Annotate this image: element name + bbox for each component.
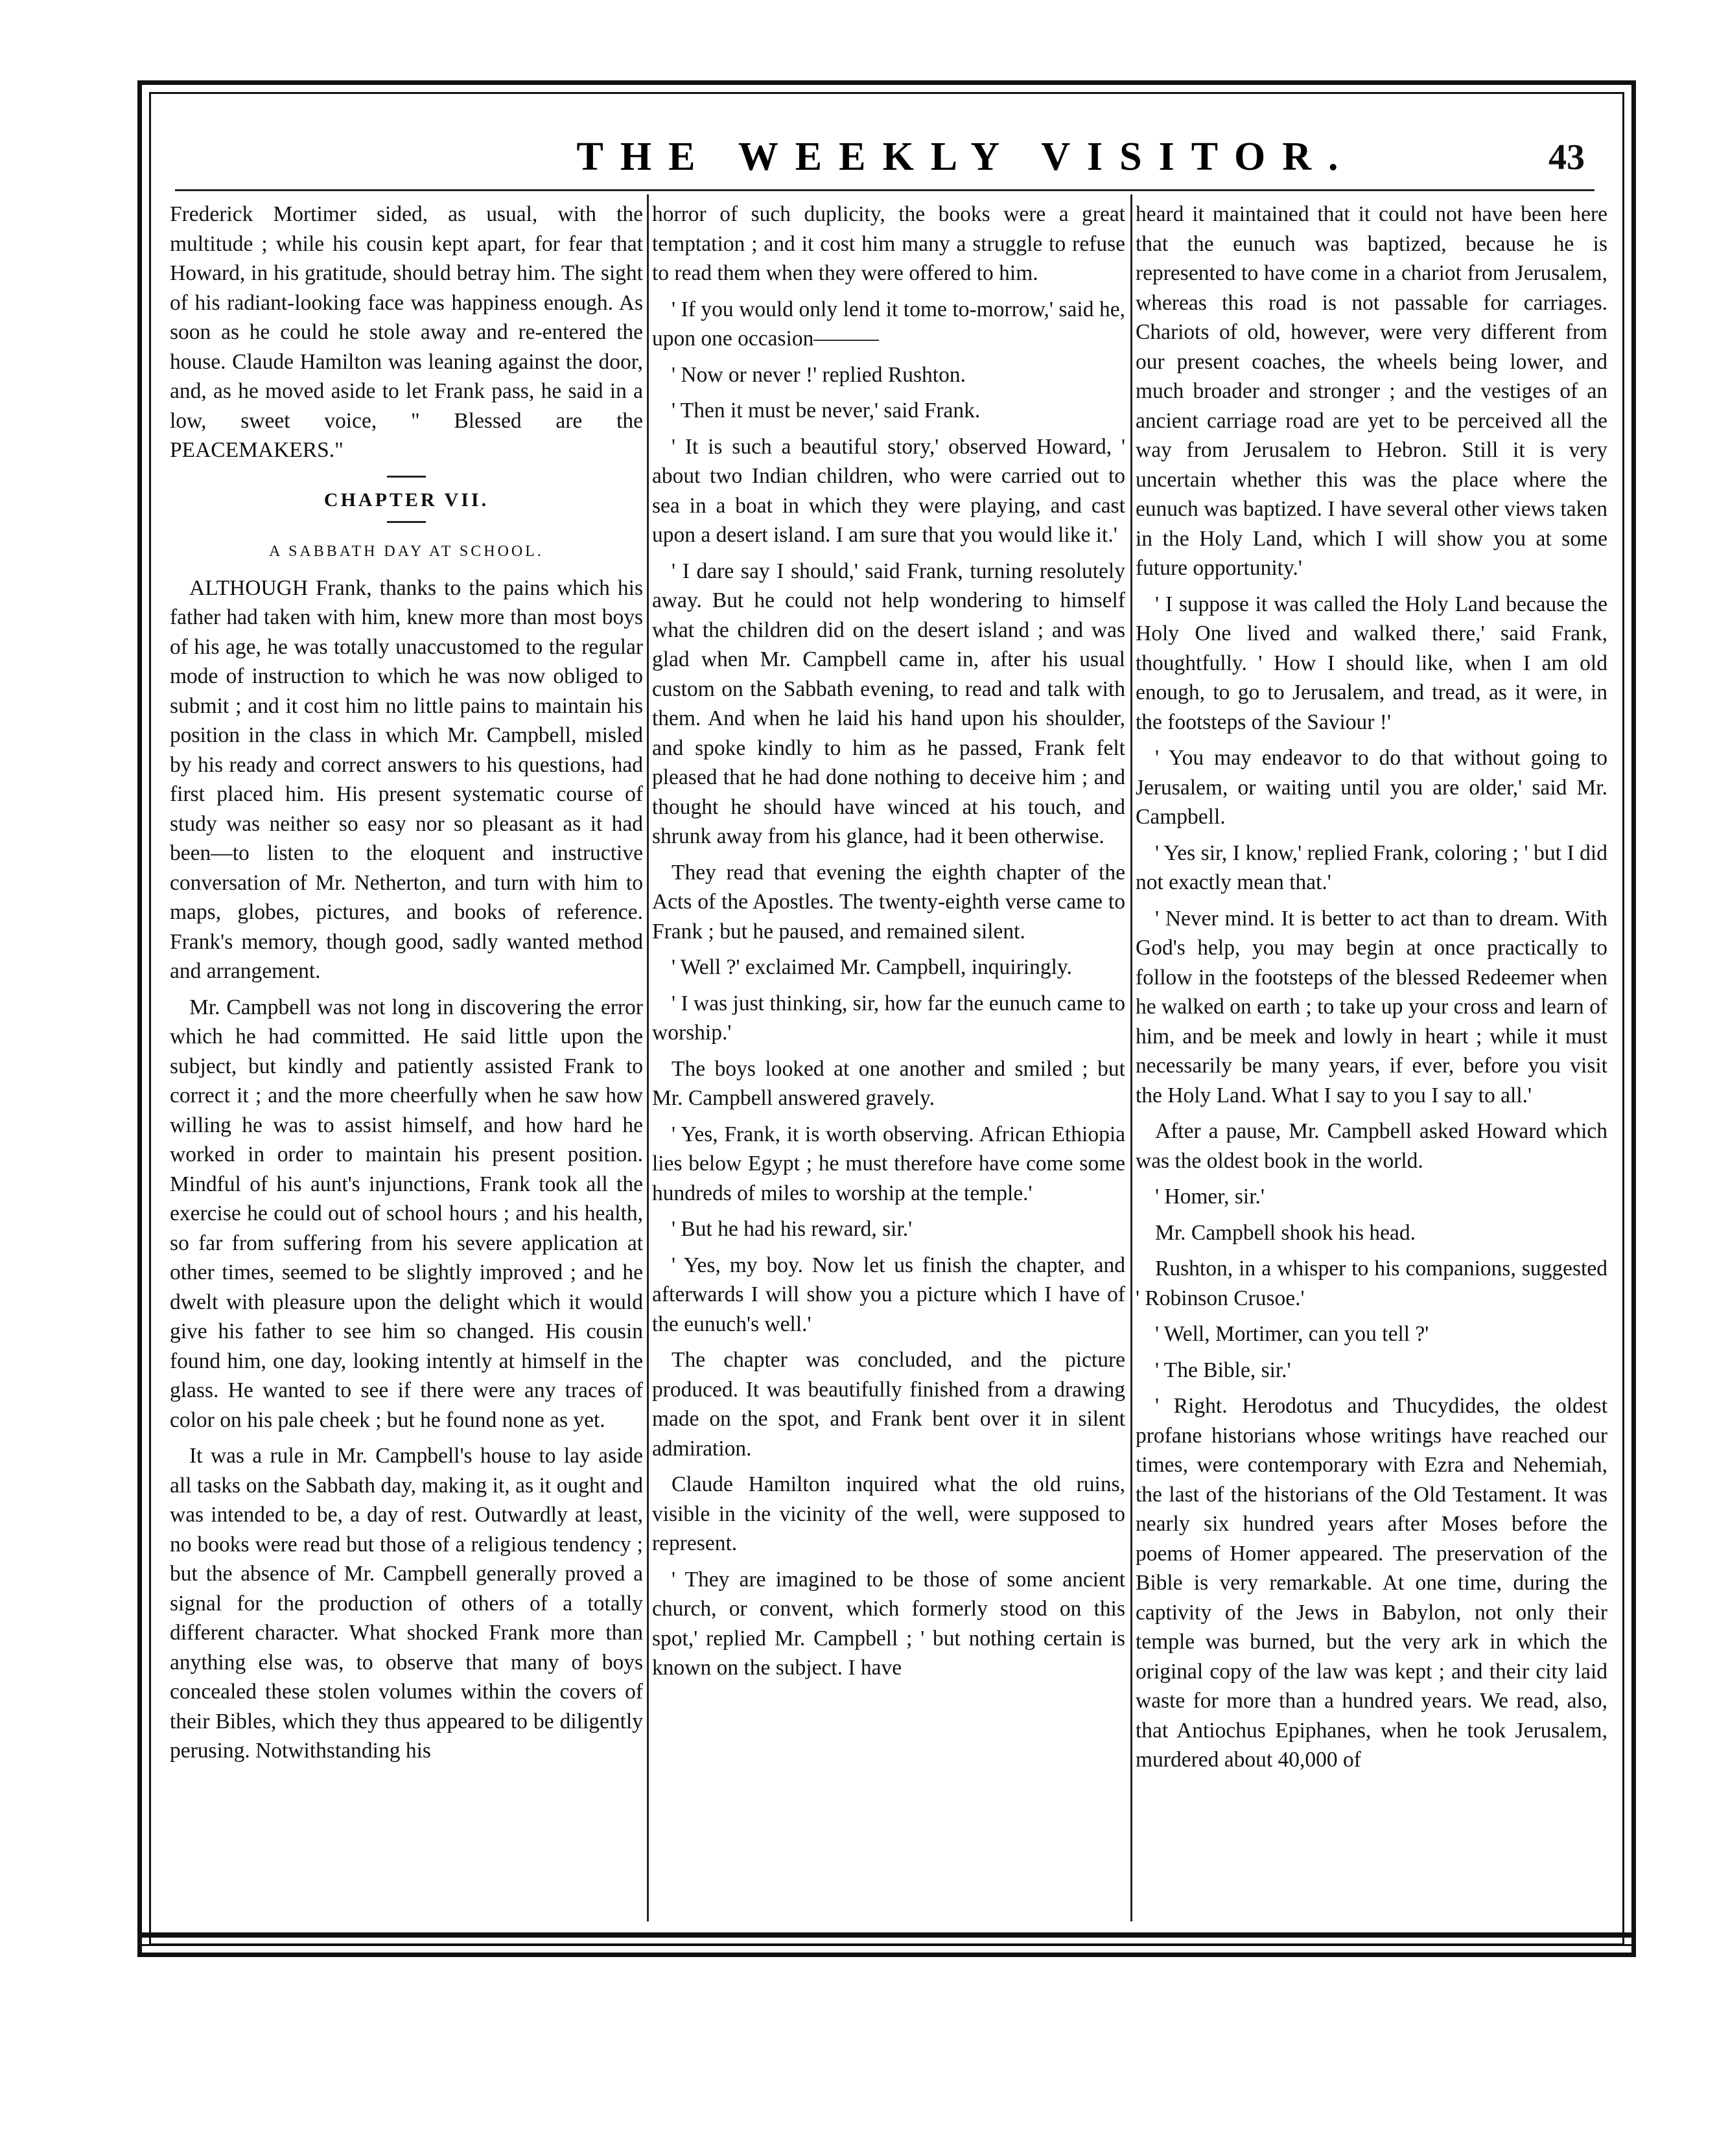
- paragraph: ' Yes sir, I know,' replied Frank, coloring ; ' but I did not exactly mean that.': [1136, 840, 1607, 894]
- paragraph: ' Never mind. It is better to act than to dream. With God's help, you may begin at once practically to follow in the footsteps of the blessed Redeemer when he walked on earth ; to take up your cross and learn of him, and be meek and lowly in heart ; while it must necessarily be many years, if ever, before you visit the Holy Land. What I say to you I say to all.': [1136, 906, 1607, 1107]
- paragraph: ' Homer, sir.': [1155, 1185, 1265, 1209]
- footer-rule: [137, 1932, 1636, 1938]
- paragraph: ' Right. Herodotus and Thucydides, the oldest profane historians whose writings have reached our times, were contemporary with Ezra and Nehemiah, the last of the historians of the Old Testament. It was nearly six hundred years after Moses before the poems of Homer appeared. The preservation of the Bible is very remarkable. At one time, during the captivity of the Jews in Babylon, not only their temple was burned, but the very ark in which the original copy of the law was kept ; and their city laid waste for more than a hundred years. We read, also, that Antiochus Epiphanes, when he took Jerusalem, murdered about 40,000 of: [1136, 1394, 1607, 1772]
- paragraph: ' You may endeavor to do that without going to Jerusalem, or waiting until you are older,' said Mr. Campbell.: [1136, 746, 1607, 829]
- paragraph: The chapter was concluded, and the picture produced. It was beautifully finished from a drawing made on the spot, and Frank bent over it in silent admiration.: [652, 1348, 1125, 1461]
- header-divider: [175, 189, 1594, 191]
- column-divider: [1130, 194, 1132, 1921]
- paragraph: Frederick Mortimer sided, as usual, with the multitude ; while his cousin kept apart, for fear that Howard, in his gratitude, should betray him. The sight of his radiant-looking face was happiness enough. As soon as he could he stole away and re-entered the house. Claude Hamilton was leaning against the door, and, as he moved aside to let Frank pass, he said in a low, sweet voice, " Blessed are the PEACEMAKERS.": [170, 202, 643, 462]
- paragraph: ' Yes, my boy. Now let us finish the chapter, and afterwards I will show you a picture which I have of the eunuch's well.': [652, 1253, 1125, 1336]
- chapter-rule: [387, 521, 426, 523]
- paragraph: Claude Hamilton inquired what the old ruins, visible in the vicinity of the well, were supposed to represent.: [652, 1472, 1125, 1555]
- paragraph: Mr. Campbell shook his head.: [1155, 1220, 1416, 1245]
- page-number: 43: [1548, 137, 1585, 178]
- paragraph: ' Yes, Frank, it is worth observing. African Ethiopia lies below Egypt ; he must therefore have come some hundreds of miles to worship at the temple.': [652, 1122, 1125, 1205]
- paragraph: ' I suppose it was called the Holy Land because the Holy One lived and walked there,' said Frank, thoughtfully. ' How I should like, when I am old enough, to go to Jerusalem, and tread, as it were, in the footsteps of the Saviour !': [1136, 592, 1607, 734]
- paragraph: ' Then it must be never,' said Frank.: [672, 399, 981, 423]
- paragraph: ' Well ?' exclaimed Mr. Campbell, inquiringly.: [672, 955, 1072, 979]
- text-column-2: [652, 200, 1125, 1923]
- paragraph: Rushton, in a whisper to his companions, suggested ' Robinson Crusoe.': [1136, 1257, 1607, 1310]
- paragraph: The boys looked at one another and smiled ; but Mr. Campbell answered gravely.: [652, 1056, 1125, 1110]
- paragraph: ' It is such a beautiful story,' observed Howard, ' about two Indian children, who were carried out to sea in a boat in which they were playing, and cast upon a desert island. I am sure that you would like it.': [652, 434, 1125, 547]
- paragraph: ' The Bible, sir.': [1155, 1358, 1291, 1382]
- paragraph: ' I was just thinking, sir, how far the eunuch came to worship.': [652, 991, 1125, 1045]
- paragraph: heard it maintained that it could not have been here that the eunuch was baptized, because he is represented to have come in a chariot from Jerusalem, whereas this road is not passable for carriages. Chariots of old, however, were very different from our present coaches, the wheels being lower, and much broader and stronger ; and the vestiges of an ancient carriage road are yet to be perceived all the way from Jerusalem to Hebron. Still it is very uncertain whether this was the place where the eunuch was baptized. I have several other views taken in the Holy Land, which I will show you at some future opportunity.': [1136, 202, 1607, 580]
- column-divider: [647, 194, 649, 1921]
- paragraph: They read that evening the eighth chapter of the Acts of the Apostles. The twenty-eighth verse came to Frank ; but he paused, and remained silent.: [652, 860, 1125, 944]
- paragraph: ' Well, Mortimer, can you tell ?': [1155, 1322, 1429, 1346]
- text-column-1: [170, 200, 643, 1923]
- paragraph: ' They are imagined to be those of some ancient church, or convent, which formerly stood on this spot,' replied Mr. Campbell ; ' but nothing certain is known on the subject. I have: [652, 1567, 1125, 1680]
- chapter-title: CHAPTER VII.: [323, 489, 489, 511]
- paragraph: After a pause, Mr. Campbell asked Howard which was the oldest book in the world.: [1136, 1119, 1607, 1173]
- text-column-3: [1136, 200, 1607, 1923]
- paragraph: ' But he had his reward, sir.': [672, 1217, 913, 1241]
- masthead-title: THE WEEKLY VISITOR.: [576, 135, 1355, 179]
- chapter-subtitle: A SABBATH DAY AT SCHOOL.: [269, 543, 544, 560]
- paragraph: It was a rule in Mr. Campbell's house to lay aside all tasks on the Sabbath day, making it, as it ought and was intended to be, a day of rest. Outwardly at least, no books were read but those of a religious tendency ; but the absence of Mr. Campbell generally proved a signal for the production of others of a totally different character. What shocked Frank more than anything else was, to observe that many of boys concealed these stolen volumes within the covers of their Bibles, which they thus appeared to be diligently perusing. Notwithstanding his: [170, 1444, 643, 1763]
- paragraph: ' Now or never !' replied Rushton.: [672, 362, 966, 387]
- paragraph: ' I dare say I should,' said Frank, turning resolutely away. But he could not help wondering to himself what the children did on the desert island ; and was glad when Mr. Campbell came in, after his usual custom on the Sabbath evening, to read and talk with them. And when he laid his hand upon his shoulder, and spoke kindly to him as he passed, Frank felt pleased that he had done nothing to deceive him ; and thought he should have winced at his touch, and shrunk away from his glance, had it been otherwise.: [652, 559, 1125, 848]
- section-rule: [387, 476, 426, 478]
- footer-rule: [137, 1944, 1636, 1946]
- paragraph: horror of such duplicity, the books were a great temptation ; and it cost him many a struggle to refuse to read them when they were offered to him.: [652, 202, 1125, 285]
- paragraph: ' If you would only lend it tome to-morrow,' said he, upon one occasion———: [652, 297, 1125, 351]
- paragraph: Mr. Campbell was not long in discovering the error which he had committed. He said little upon the subject, but kindly and patiently assisted Frank to correct it ; and the more cheerfully when he saw how willing he was to assist himself, and how hard he worked in order to maintain his present position. Mindful of his aunt's injunctions, Frank took all the exercise he could out of school hours ; and his health, so far from suffering from his severe application at other times, seemed to be slightly improved ; and he dwelt with pleasure upon the delight which it would give his father to see him so changed. His cousin found him, one day, looking intently at himself in the glass. He wanted to see if there were any traces of color on his pale cheek ; but he found none as yet.: [170, 995, 643, 1432]
- paragraph: ALTHOUGH Frank, thanks to the pains which his father had taken with him, knew more than most boys of his age, he was totally unaccustomed to the regular mode of instruction to which he was now obliged to submit ; and it cost him no little pains to maintain his position in the class in which Mr. Campbell, misled by his ready and correct answers to his questions, had first placed him. His present systematic course of study was neither so easy nor so pleasant as it had been—to listen to the eloquent and instructive conversation of Mr. Netherton, and turn with him to maps, globes, pictures, and books of reference. Frank's memory, though good, sadly wanted method and arrangement.: [170, 575, 643, 983]
